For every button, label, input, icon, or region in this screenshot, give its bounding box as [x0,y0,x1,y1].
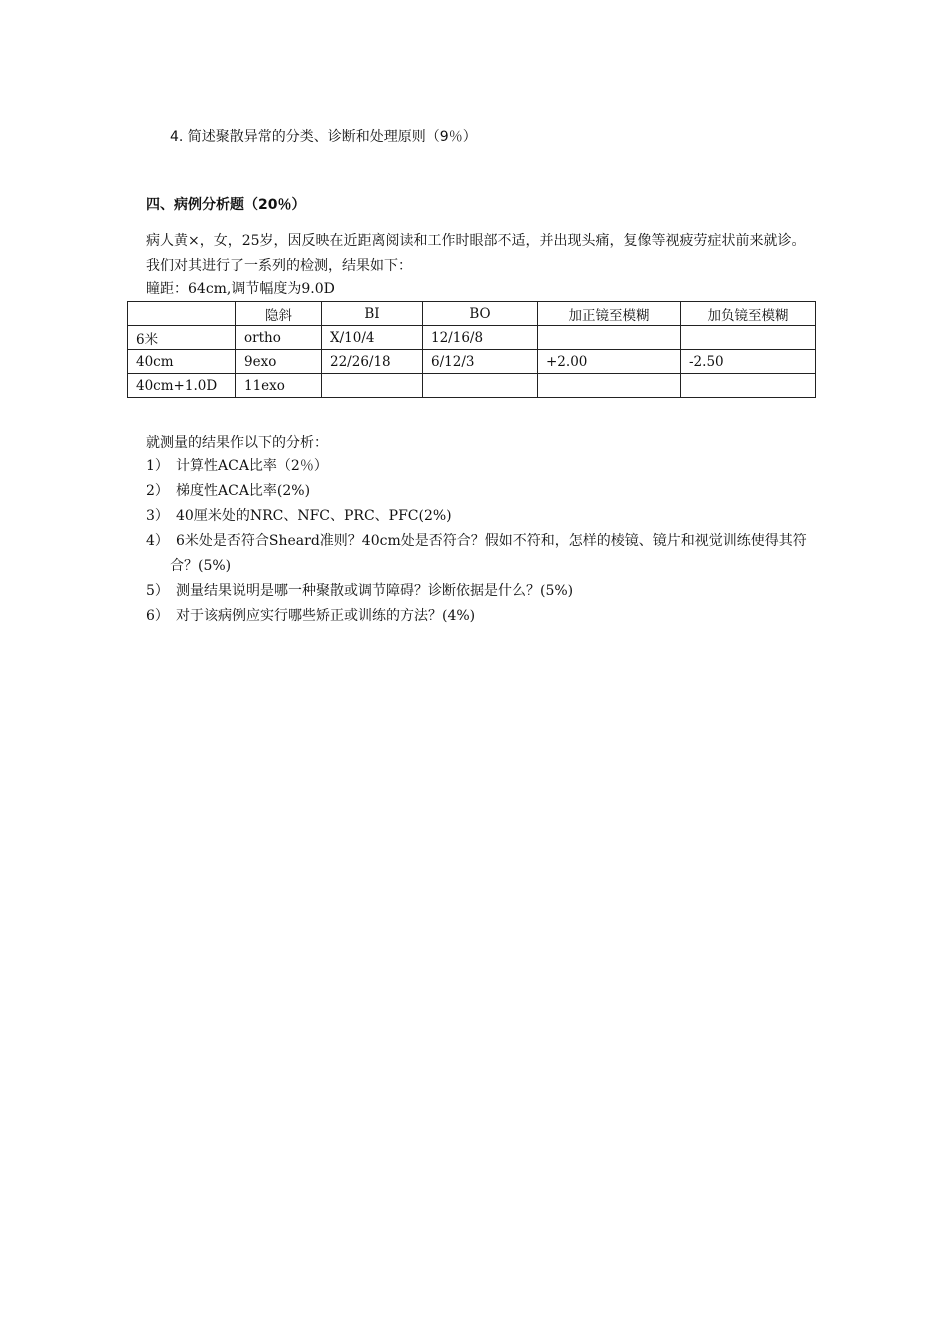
list-item [146,504,816,529]
table-header-row [128,302,816,326]
table-cell [538,326,681,350]
table-cell: 40cm+1.0D [128,374,236,398]
item-text: 计算性ACA比率（2％） [176,458,328,474]
item-number: 3） [146,508,169,524]
table-cell: 9exo [236,350,322,374]
list-item [146,454,816,479]
item-number: 1） [146,458,169,474]
table-cell [538,374,681,398]
table-cell: -2.50 [681,350,816,374]
item-text: 梯度性ACA比率(2%) [176,483,311,499]
list-item [146,604,816,629]
table-row [128,350,816,374]
table-cell: 6/12/3 [423,350,538,374]
item-number: 4） [146,533,169,549]
header-cell: 加正镜至模糊 [538,302,681,326]
table-cell: 6米 [128,326,236,350]
analysis-list [146,454,816,629]
item-number: 6） [146,608,169,624]
item-text: 对于该病例应实行哪些矫正或训练的方法？(4%) [176,608,476,624]
analysis-heading: 就测量的结果作以下的分析： [146,435,328,451]
table-cell: X/10/4 [322,326,423,350]
item-text: 6米处是否符合Sheard准则？40cm处是否符合？假如不符和，怎样的棱镜、镜片和视觉训练使得其符合？(5%) [170,533,807,574]
table-cell: 40cm [128,350,236,374]
item-number: 2） [146,483,169,499]
list-item [146,479,816,504]
header-cell: BO [423,302,538,326]
header-cell: 隐斜 [236,302,322,326]
item-text: 40厘米处的NRC、NFC、PRC、PFC(2%) [176,508,452,524]
table-row [128,374,816,398]
section-title: 四、病例分析题（20％） [146,197,306,213]
table-cell: 22/26/18 [322,350,423,374]
case-intro: 病人黄×，女，25岁，因反映在近距离阅读和工作时眼部不适，并出现头痛，复像等视疲劳症状前来就诊。我们对其进行了一系列的检测，结果如下： [146,233,806,274]
table-cell [423,374,538,398]
item-text: 测量结果说明是哪一种聚散或调节障碍？诊断依据是什么？(5%) [176,583,574,599]
table-cell: 11exo [236,374,322,398]
pupil-distance-line: 瞳距：64cm,调节幅度为9.0D [146,281,335,297]
table-cell: ortho [236,326,322,350]
table-cell: 12/16/8 [423,326,538,350]
results-table [127,301,816,398]
header-cell [128,302,236,326]
table-cell [681,374,816,398]
header-cell: 加负镜至模糊 [681,302,816,326]
list-item [146,529,816,579]
header-cell: BI [322,302,423,326]
list-item [146,579,816,604]
table-row [128,326,816,350]
item-number: 5） [146,583,169,599]
table-cell [681,326,816,350]
table-cell [322,374,423,398]
question-4: 4. 简述聚散异常的分类、诊断和处理原则（9％） [170,129,477,145]
table-cell: +2.00 [538,350,681,374]
